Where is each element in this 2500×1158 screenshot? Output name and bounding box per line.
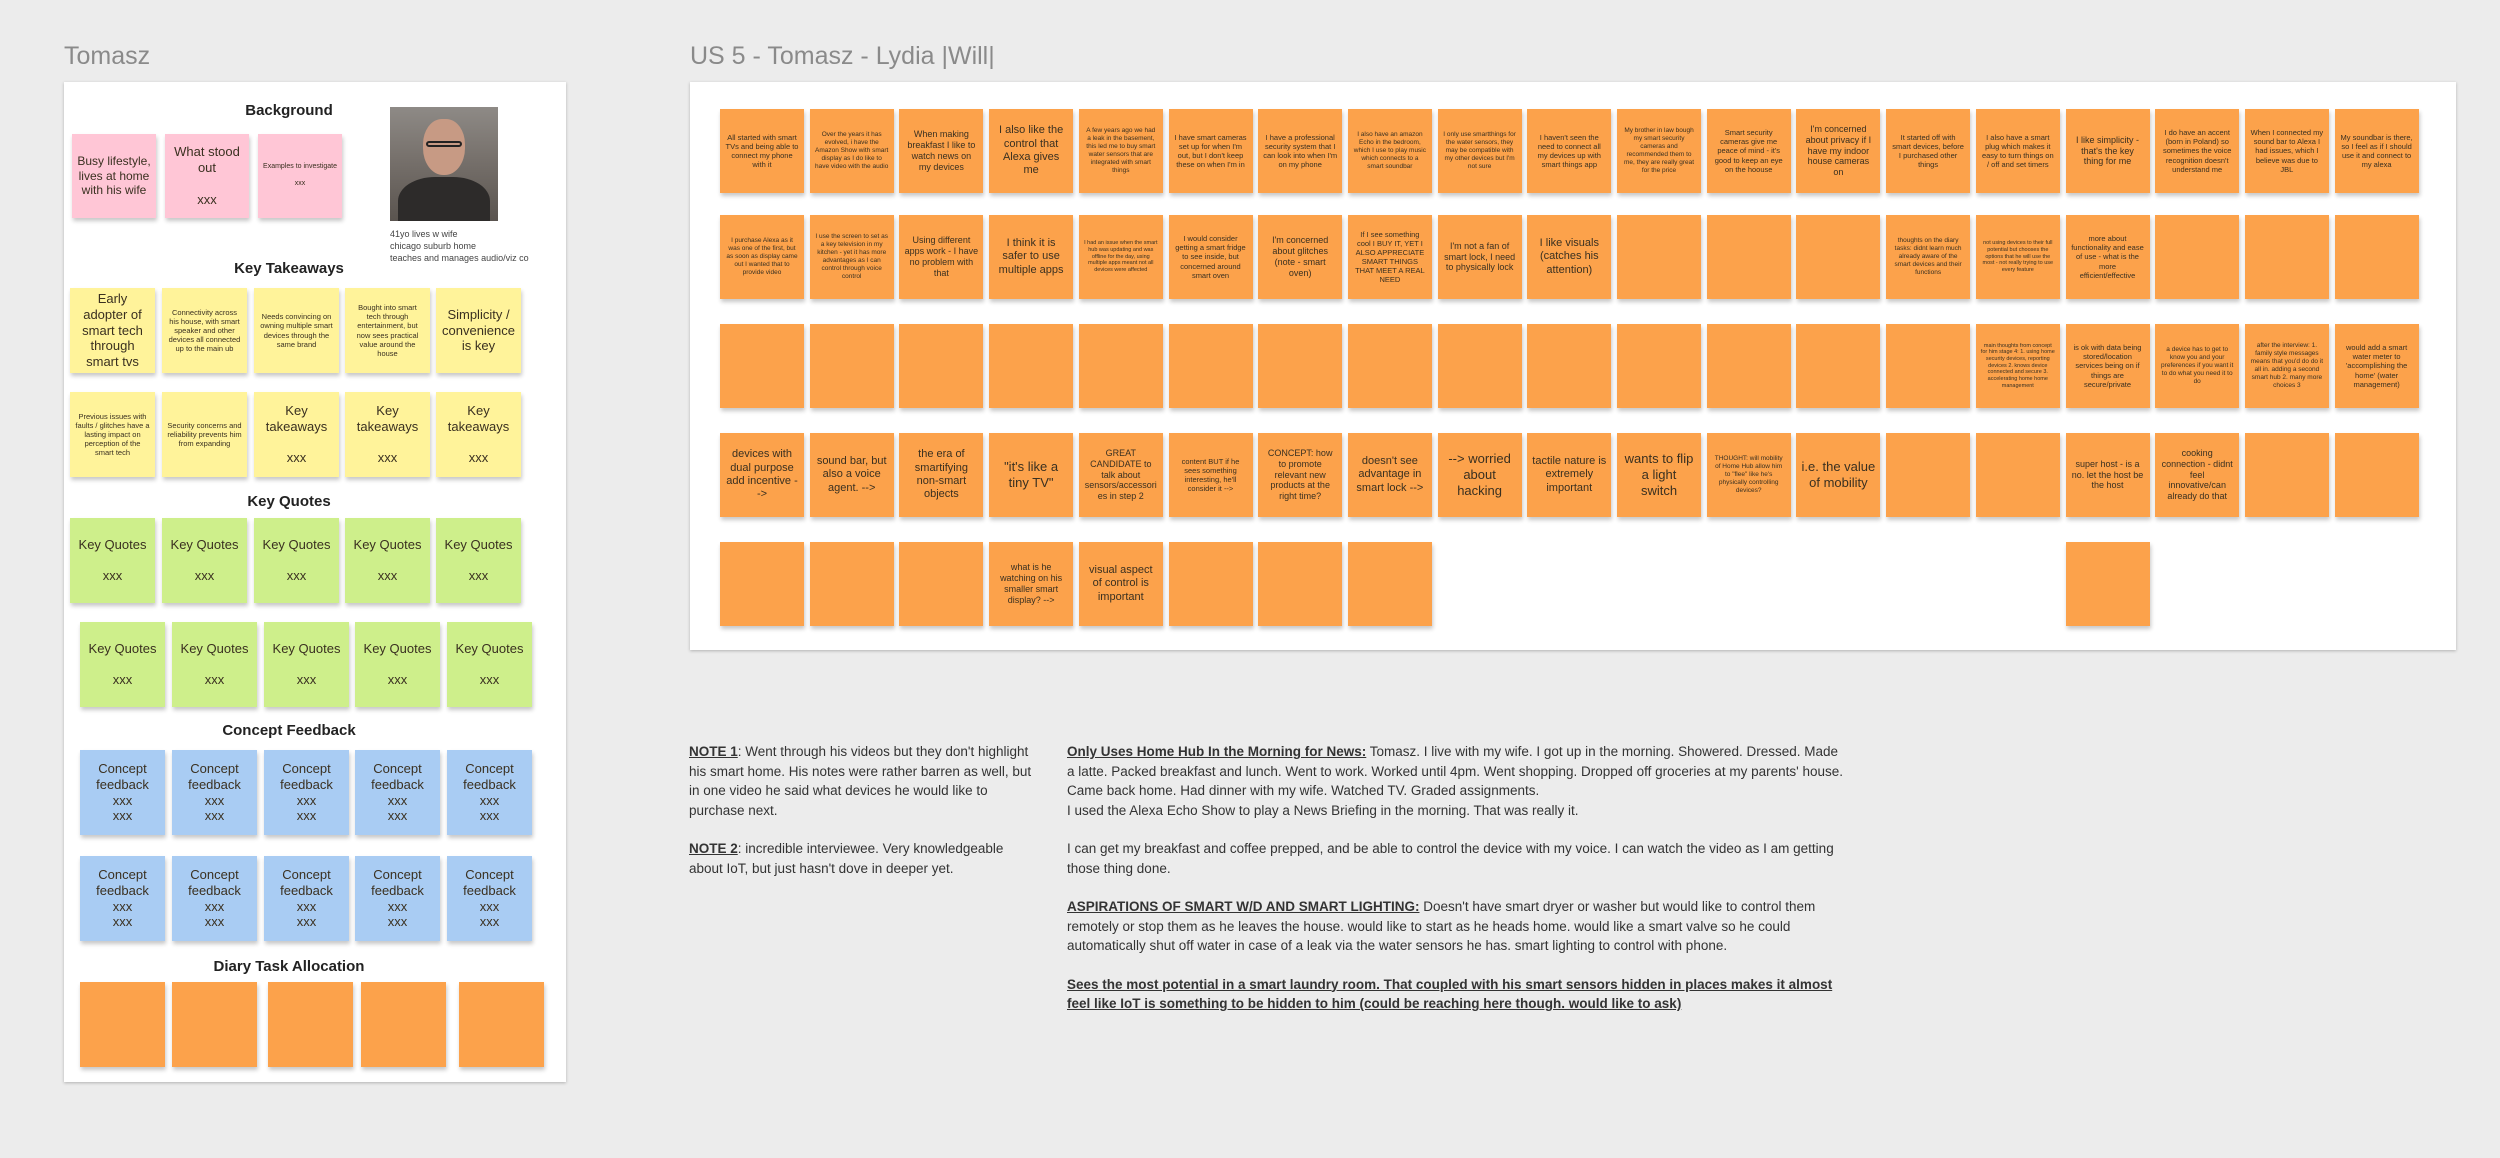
insight-sticky[interactable]: --> worried about hacking (1438, 433, 1522, 517)
insight-sticky[interactable] (1169, 324, 1253, 408)
aspirations-label: ASPIRATIONS OF SMART W/D AND SMART LIGHTING: (1067, 899, 1420, 914)
notes-column-left (689, 742, 1034, 897)
insight-sticky[interactable]: I also have an amazon Echo in the bedroom, which I use to play music which connects to a smart soundbar (1348, 109, 1432, 193)
concept-feedback-sticky[interactable]: Concept feedback xxx xxx (447, 750, 532, 835)
insight-sticky[interactable]: a device has to get to know you and your preferences if you want it to do what you need it to do (2155, 324, 2239, 408)
insight-sticky[interactable]: THOUGHT: will mobility of Home Hub allow him to "flee" like he's physically controlling devices? (1707, 433, 1791, 517)
profile-caption-line: 41yo lives w wife (390, 229, 458, 239)
key-quote-sticky[interactable]: Key Quotes xxx (355, 622, 440, 707)
insight-sticky[interactable] (2335, 215, 2419, 299)
note-1-text: : Went through his videos but they don't highlight his smart home. His notes were rather barren as well, but in one video he said what devices he would like to purchase next. (689, 744, 1032, 818)
takeaway-sticky[interactable]: Security concerns and reliability prevents him from expanding (162, 392, 247, 477)
insight-sticky[interactable] (810, 324, 894, 408)
insight-sticky[interactable]: devices with dual purpose add incentive --> (720, 433, 804, 517)
insight-sticky[interactable]: more about functionality and ease of use - what is the more efficient/effective (2066, 215, 2150, 299)
insight-sticky[interactable]: what is he watching on his smaller smart display? --> (989, 542, 1073, 626)
diary-task-sticky[interactable] (361, 982, 446, 1067)
insight-sticky[interactable] (2155, 215, 2239, 299)
insight-sticky[interactable] (1886, 324, 1970, 408)
insight-sticky[interactable]: When making breakfast I like to watch news on my devices (899, 109, 983, 193)
insight-sticky[interactable] (810, 542, 894, 626)
insight-sticky[interactable]: I have smart cameras set up for when I'm out, but I don't keep these on when I'm in (1169, 109, 1253, 193)
insight-sticky[interactable]: tactile nature is extremely important (1527, 433, 1611, 517)
insight-sticky[interactable]: I'm concerned about glitches (note - smart oven) (1258, 215, 1342, 299)
insight-sticky[interactable] (1707, 215, 1791, 299)
takeaway-sticky[interactable]: Needs convincing on owning multiple smart devices through the same brand (254, 288, 339, 373)
concept-feedback-sticky[interactable]: Concept feedback xxx xxx (355, 856, 440, 941)
key-quote-sticky[interactable]: Key Quotes xxx (264, 622, 349, 707)
insight-sticky[interactable] (1707, 324, 1791, 408)
concept-feedback-sticky[interactable]: Concept feedback xxx xxx (172, 856, 257, 941)
insight-sticky[interactable]: I use the screen to set as a key television in my kitchen - yet it has more advantages as I can control through voice control (810, 215, 894, 299)
concept-feedback-sticky[interactable]: Concept feedback xxx xxx (264, 856, 349, 941)
insight-sticky[interactable] (899, 324, 983, 408)
takeaway-sticky[interactable]: Simplicity / convenience is key (436, 288, 521, 373)
insight-sticky[interactable] (2245, 215, 2329, 299)
insight-sticky[interactable] (989, 324, 1073, 408)
insight-sticky[interactable] (1617, 324, 1701, 408)
insight-sticky[interactable]: I only use smartthings for the water sensors, they may be compatible with my other devices but I'm not sure (1438, 109, 1522, 193)
insight-sticky[interactable] (1796, 215, 1880, 299)
takeaway-sticky[interactable]: Key takeaways xxx (254, 392, 339, 477)
insight-sticky[interactable]: I like simplicity - that's the key thing for me (2066, 109, 2150, 193)
insight-sticky[interactable]: I like visuals (catches his attention) (1527, 215, 1611, 299)
story-text: Tomasz. I live with my wife. I got up in the morning. Showered. Dressed. Made a latte. Packed breakfast and lunch. Went to work. Worked until 4pm. Went shopping. Dropped off groceries at my parents' house. Came back home. Had dinner with my wife. Watched TV. Graded assignments. I used the Alexa Echo Show to play a News Briefing in the morning. That was really it. (1067, 744, 1843, 818)
key-quote-sticky[interactable]: Key Quotes xxx (345, 518, 430, 603)
insight-sticky[interactable]: CONCEPT: how to promote relevant new products at the right time? (1258, 433, 1342, 517)
insight-sticky[interactable]: A few years ago we had a leak in the basement, this led me to buy smart water sensors that are integrated with smart things (1079, 109, 1163, 193)
conclusion-paragraph: Sees the most potential in a smart laundry room. That coupled with his smart sensors hidden in places makes it almost feel like IoT is something to be hidden to him (could be reaching here though. would like to ask) (1067, 976, 1833, 1011)
note-2 (689, 839, 1034, 878)
right-board-panel[interactable] (690, 82, 2456, 650)
insight-sticky[interactable] (1169, 542, 1253, 626)
insight-sticky[interactable]: wants to flip a light switch (1617, 433, 1701, 517)
insight-sticky[interactable]: main thoughts from concept for him stage 4: 1. using home security devices, reporting devices 2. knows device connected and secure 3. accelerating home home management (1976, 324, 2060, 408)
insight-sticky[interactable]: after the interview: 1. family style messages means that you'd do do it all in. adding a second smart hub 2. many more choices 3 (2245, 324, 2329, 408)
concept-feedback-sticky[interactable]: Concept feedback xxx xxx (80, 856, 165, 941)
insight-sticky[interactable]: My soundbar is there, so I feel as if I should use it and connect to my alexa (2335, 109, 2419, 193)
story-paragraph (1067, 742, 1847, 820)
insight-sticky[interactable] (1976, 433, 2060, 517)
concept-feedback-sticky[interactable]: Concept feedback xxx xxx (172, 750, 257, 835)
story-label: Only Uses Home Hub In the Morning for News: (1067, 744, 1367, 759)
insight-sticky[interactable]: cooking connection - didnt feel innovative/can already do that (2155, 433, 2239, 517)
insight-sticky[interactable]: I had an issue when the smart hub was updating and was offline for the day, using multiple apps meant not all devices were affected (1079, 215, 1163, 299)
section-title-diary-task-allocation: Diary Task Allocation (213, 958, 365, 975)
insight-sticky[interactable]: I have a professional security system that I can look into when I'm on my phone (1258, 109, 1342, 193)
insight-sticky[interactable]: not using devices to their full potential but chooses the options that he will use the most - not really trying to use every feature (1976, 215, 2060, 299)
concept-feedback-sticky[interactable]: Concept feedback xxx xxx (264, 750, 349, 835)
insight-sticky[interactable]: It started off with smart devices, before I purchased other things (1886, 109, 1970, 193)
insight-sticky[interactable]: If I see something cool I BUY IT, YET I ALSO APPRECIATE SMART THINGS THAT MEET A REAL NEED (1348, 215, 1432, 299)
note-2-text: : incredible interviewee. Very knowledgeable about IoT, but just hasn't dove in deeper yet. (689, 841, 1004, 876)
profile-photo (390, 107, 498, 221)
concept-feedback-sticky[interactable]: Concept feedback xxx xxx (447, 856, 532, 941)
background-sticky[interactable]: What stood out xxx (165, 134, 249, 218)
key-quote-sticky[interactable]: Key Quotes xxx (447, 622, 532, 707)
section-title-background: Background (245, 102, 333, 119)
insight-sticky[interactable]: thoughts on the diary tasks: didnt learn much already aware of the smart devices and their functions (1886, 215, 1970, 299)
concept-feedback-sticky[interactable]: Concept feedback xxx xxx (80, 750, 165, 835)
profile-caption-line: teaches and manages audio/viz co (390, 253, 529, 264)
takeaway-sticky[interactable]: Bought into smart tech through entertainment, but now sees practical value around the house (345, 288, 430, 373)
insight-sticky[interactable] (720, 542, 804, 626)
insight-sticky[interactable] (1796, 324, 1880, 408)
insight-sticky[interactable] (1886, 433, 1970, 517)
insight-sticky[interactable] (1438, 324, 1522, 408)
insight-sticky[interactable]: content BUT if he sees something interesting, he'll consider it --> (1169, 433, 1253, 517)
aspirations-text: Doesn't have smart dryer or washer but would like to control them remotely or stop them as he leaves the house. would like to start as he heads home. would like a smart valve so he could automatically shut off water in case of a leak via the water sensors he has. smart lighting to control with phone. (1067, 899, 1816, 953)
note-1 (689, 742, 1034, 820)
insight-sticky[interactable]: doesn't see advantage in smart lock --> (1348, 433, 1432, 517)
key-quote-sticky[interactable]: Key Quotes xxx (172, 622, 257, 707)
note-1-label: NOTE 1 (689, 744, 738, 759)
diary-task-sticky[interactable] (268, 982, 353, 1067)
insight-sticky[interactable]: is ok with data being stored/location services being on if things are secure/private (2066, 324, 2150, 408)
insight-sticky[interactable]: i.e. the value of mobility (1796, 433, 1880, 517)
frame-title-us5: US 5 - Tomasz - Lydia |Will| (690, 42, 995, 70)
key-quote-sticky[interactable]: Key Quotes xxx (80, 622, 165, 707)
notes-column-right (1067, 742, 1847, 1033)
insight-sticky[interactable]: sound bar, but also a voice agent. --> (810, 433, 894, 517)
insight-sticky[interactable] (1258, 542, 1342, 626)
insight-sticky[interactable]: Smart security cameras give me peace of mind - it's good to keep an eye on the hoouse (1707, 109, 1791, 193)
key-quote-sticky[interactable]: Key Quotes xxx (162, 518, 247, 603)
insight-sticky[interactable] (2245, 433, 2329, 517)
aspirations-paragraph (1067, 897, 1847, 956)
insight-sticky[interactable]: I'm concerned about privacy if I have my indoor house cameras on (1796, 109, 1880, 193)
insight-sticky[interactable]: I think it is safer to use multiple apps (989, 215, 1073, 299)
insight-sticky[interactable] (1617, 215, 1701, 299)
diary-task-sticky[interactable] (459, 982, 544, 1067)
insight-sticky[interactable]: GREAT CANDIDATE to talk about sensors/accessories in step 2 (1079, 433, 1163, 517)
insight-sticky[interactable]: the era of smartifying non-smart objects (899, 433, 983, 517)
insight-sticky[interactable] (1258, 324, 1342, 408)
insight-sticky[interactable]: super host - is a no. let the host be the host (2066, 433, 2150, 517)
background-sticky[interactable]: Examples to investigate xxx (258, 134, 342, 218)
insight-sticky[interactable] (2066, 542, 2150, 626)
key-quote-sticky[interactable]: Key Quotes xxx (254, 518, 339, 603)
insight-sticky[interactable]: I purchase Alexa as it was one of the first, but as soon as display came out I wanted that to provide video (720, 215, 804, 299)
insight-sticky[interactable]: would add a smart water meter to 'accomplishing the home' (water management) (2335, 324, 2419, 408)
insight-sticky[interactable]: I would consider getting a smart fridge to see inside, but concerned around smart oven (1169, 215, 1253, 299)
insight-sticky[interactable]: I'm not a fan of smart lock, I need to physically lock (1438, 215, 1522, 299)
takeaway-sticky[interactable]: Early adopter of smart tech through smart tvs (70, 288, 155, 373)
key-quote-sticky[interactable]: Key Quotes xxx (70, 518, 155, 603)
insight-sticky[interactable]: When I connected my sound bar to Alexa I had issues, which I believe was due to JBL (2245, 109, 2329, 193)
concept-feedback-sticky[interactable]: Concept feedback xxx xxx (355, 750, 440, 835)
frame-title-tomasz: Tomasz (64, 42, 151, 70)
note-2-label: NOTE 2 (689, 841, 738, 856)
insight-sticky[interactable]: All started with smart TVs and being able to connect my phone with it (720, 109, 804, 193)
diary-task-sticky[interactable] (172, 982, 257, 1067)
section-title-key-quotes: Key Quotes (247, 493, 331, 510)
profile-caption (390, 228, 529, 264)
section-title-concept-feedback: Concept Feedback (222, 722, 356, 739)
insight-sticky[interactable]: visual aspect of control is important (1079, 542, 1163, 626)
insight-sticky[interactable] (1348, 324, 1432, 408)
insight-sticky[interactable]: "it's like a tiny TV" (989, 433, 1073, 517)
insight-sticky[interactable] (1348, 542, 1432, 626)
takeaway-sticky[interactable]: Connectivity across his house, with smart speaker and other devices all connected up to the main ub (162, 288, 247, 373)
insight-sticky[interactable] (2335, 433, 2419, 517)
key-quote-sticky[interactable]: Key Quotes xxx (436, 518, 521, 603)
insight-sticky[interactable] (899, 542, 983, 626)
insight-sticky[interactable]: I also have a smart plug which makes it easy to turn things on / off and set timers (1976, 109, 2060, 193)
breakfast-paragraph: I can get my breakfast and coffee prepped, and be able to control the device with my voice. I can watch the video as I am getting those thing done. (1067, 841, 1834, 876)
insight-sticky[interactable]: My brother in law bough my smart security cameras and recommended them to me, they are really great for the price (1617, 109, 1701, 193)
insight-sticky[interactable] (1079, 324, 1163, 408)
insight-sticky[interactable]: I haven't seen the need to connect all my devices up with smart things app (1527, 109, 1611, 193)
diary-task-sticky[interactable] (80, 982, 165, 1067)
takeaway-sticky[interactable]: Previous issues with faults / glitches have a lasting impact on perception of the smart tech (70, 392, 155, 477)
left-board-panel[interactable] (64, 82, 566, 1082)
insight-sticky[interactable]: I also like the control that Alexa gives me (989, 109, 1073, 193)
takeaway-sticky[interactable]: Key takeaways xxx (436, 392, 521, 477)
profile-caption-line: chicago suburb home (390, 241, 477, 252)
insight-sticky[interactable]: Over the years it has evolved, i have the Amazon Show with smart display as I do like to have video with the audio (810, 109, 894, 193)
insight-sticky[interactable]: I do have an accent (born in Poland) so sometimes the voice recognition doesn't understand me (2155, 109, 2239, 193)
background-sticky[interactable]: Busy lifestyle, lives at home with his wife (72, 134, 156, 218)
insight-sticky[interactable]: Using different apps work - I have no problem with that (899, 215, 983, 299)
takeaway-sticky[interactable]: Key takeaways xxx (345, 392, 430, 477)
insight-sticky[interactable] (720, 324, 804, 408)
section-title-key-takeaways: Key Takeaways (234, 260, 344, 277)
insight-sticky[interactable] (1527, 324, 1611, 408)
